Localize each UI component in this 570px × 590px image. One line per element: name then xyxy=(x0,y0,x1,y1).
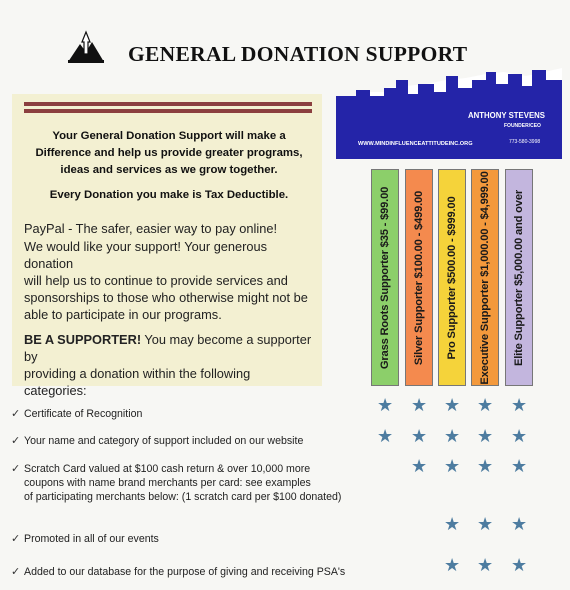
check-icon: ✓ xyxy=(11,408,21,420)
star-icon: ★ xyxy=(477,456,494,476)
card-phone: 773-580-3998 xyxy=(509,139,541,145)
star-icon: ★ xyxy=(444,395,461,415)
star-icon: ★ xyxy=(444,426,461,446)
cta-bold: BE A SUPPORTER! xyxy=(24,332,142,347)
tier-elite: Elite Supporter $5,000.00 and over xyxy=(505,169,533,386)
star-icon: ★ xyxy=(411,395,428,415)
star-icon: ★ xyxy=(511,514,528,534)
paypal-note: PayPal - The safer, easier way to pay online! xyxy=(24,221,277,236)
star-icon: ★ xyxy=(511,426,528,446)
card-name: ANTHONY STEVENS xyxy=(468,111,545,120)
check-icon: ✓ xyxy=(11,566,21,578)
check-icon: ✓ xyxy=(11,435,21,447)
star-icon: ★ xyxy=(477,555,494,575)
intro-lead: Your General Donation Support will make a Difference and help us provide greater programs, ideas and services as we grow together. xyxy=(35,130,303,176)
page-title: GENERAL DONATION SUPPORT xyxy=(128,42,468,66)
star-icon: ★ xyxy=(477,395,494,415)
star-icon: ★ xyxy=(444,514,461,534)
arrow-mountain-logo-icon xyxy=(66,30,106,64)
star-icon: ★ xyxy=(377,395,394,415)
star-icon: ★ xyxy=(444,555,461,575)
divider xyxy=(24,109,312,113)
tier-pro: Pro Supporter $500.00 - $999.00 xyxy=(438,169,466,386)
tier-silver: Silver Supporter $100.00 - $499.00 xyxy=(405,169,433,386)
star-icon: ★ xyxy=(477,514,494,534)
business-card xyxy=(336,66,562,159)
tax-deductible-note: Every Donation you make is Tax Deductible. xyxy=(49,189,289,201)
check-icon: ✓ xyxy=(11,463,21,475)
intro-panel xyxy=(12,94,322,398)
star-icon: ★ xyxy=(377,426,394,446)
star-icon: ★ xyxy=(444,456,461,476)
card-website: WWW.MINDINFLUENCEATTITUDEINC.ORG xyxy=(358,141,473,147)
star-icon: ★ xyxy=(511,456,528,476)
star-icon: ★ xyxy=(511,555,528,575)
divider xyxy=(24,102,312,106)
support-paragraph: We would like your support! Your generous donation will help us to continue to provide services and sponsorships to those who otherwise might not be able to participate in our programs. xyxy=(24,239,308,322)
tier-executive: Executive Supporter $1,000.00 - $4,999.00 xyxy=(471,169,499,386)
star-icon: ★ xyxy=(511,395,528,415)
check-icon: ✓ xyxy=(11,533,21,545)
cta-paragraph: BE A SUPPORTER! You may become a supporter by providing a donation within the following categories: xyxy=(24,332,312,398)
star-icon: ★ xyxy=(411,456,428,476)
star-icon: ★ xyxy=(411,426,428,446)
tier-grass-roots: Grass Roots Supporter $35 - $99.00 xyxy=(371,169,399,386)
star-icon: ★ xyxy=(477,426,494,446)
card-role: FOUNDER/CEO xyxy=(504,123,541,129)
